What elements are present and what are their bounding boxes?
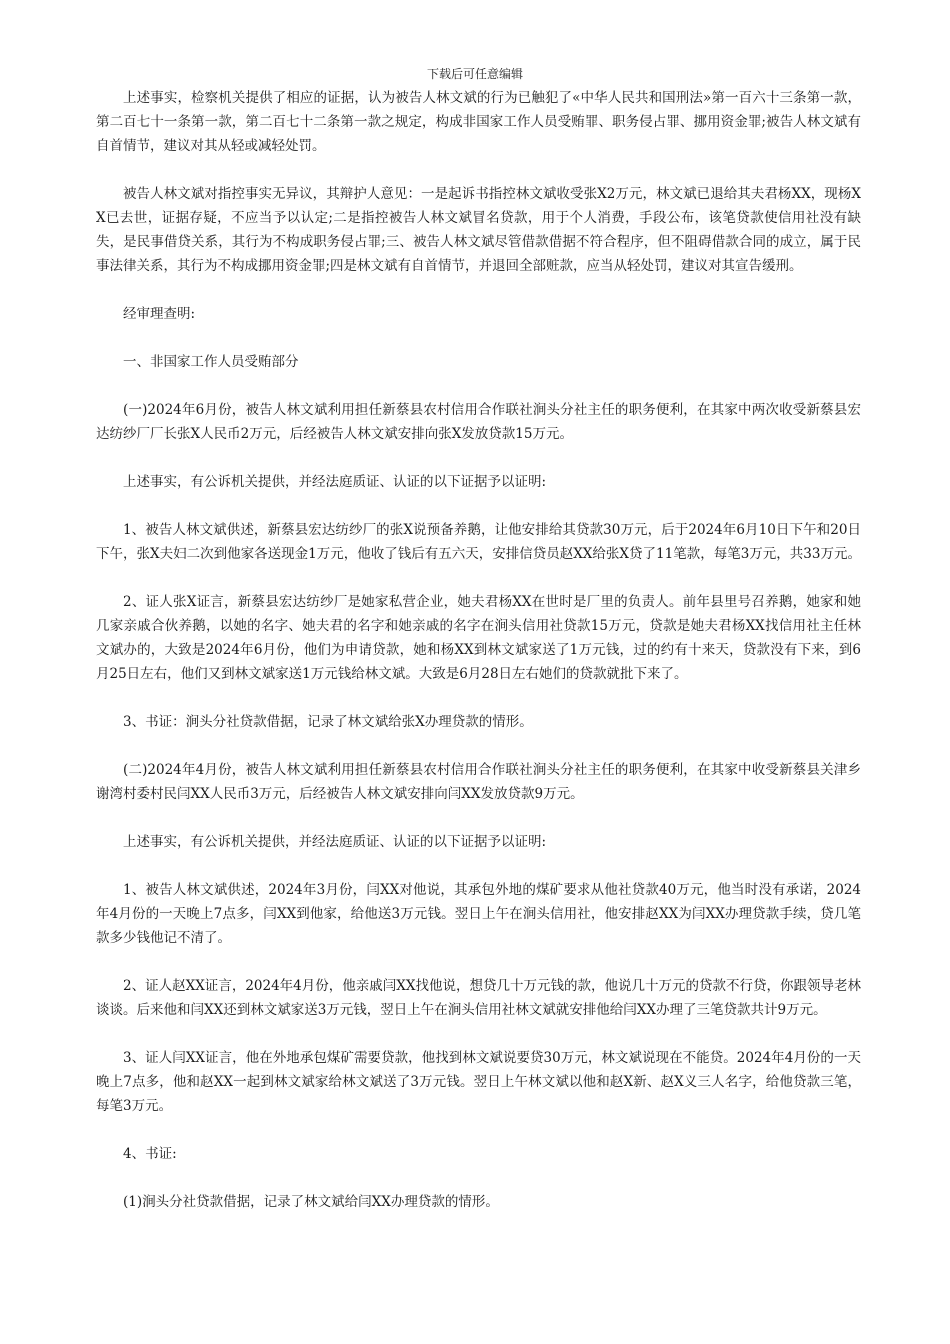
- paragraph-evidence-1-2: 2、证人张X证言，新蔡县宏达纺纱厂是她家私营企业，她夫君杨XX在世时是厂里的负责人。前年县里号召养鹅，她家和她几家亲戚合伙养鹅，以她的名字、她夫君的名字和她亲戚的名字在涧头信用社贷款15万元，贷款是她夫君杨XX找信用社主任林文斌办的，大致是2024年6月份，他们为申请贷款，她和杨XX到林文斌家送了1万元钱，过的约有十来天，贷款没有下来，到6月25日左右，他们又到林文斌家送1万元钱给林文斌。大致是6月28日左右她们的贷款就批下来了。: [96, 594, 861, 682]
- paragraph-evidence-2-1: 1、被告人林文斌供述，2024年3月份，闫XX对他说，其承包外地的煤矿要求从他社贷款40万元，他当时没有承诺，2024年4月份的一天晚上7点多，闫XX到他家，给他送3万元钱。翌日上午在涧头信用社，他安排赵XX为闫XX办理贷款手续，贷几笔款多少钱他记不清了。: [96, 882, 861, 946]
- paragraph-defense-opinion: 被告人林文斌对指控事实无异议，其辩护人意见：一是起诉书指控林文斌收受张X2万元，林文斌已退给其夫君杨XX，现杨XX已去世，证据存疑，不应当予以认定;二是指控被告人林文斌冒名贷款，用于个人消费，手段公布，该笔贷款使信用社没有缺失，是民事借贷关系，其行为不构成职务侵占罪;三、被告人林文斌尽管借款借据不符合程序，但不阻碍借款合同的成立，属于民事法律关系，其行为不构成挪用资金罪;四是林文斌有自首情节，并退回全部赃款，应当从轻处罚，建议对其宣告缓刑。: [96, 186, 861, 274]
- paragraph-prosecution-evidence: 上述事实，检察机关提供了相应的证据，认为被告人林文斌的行为已触犯了«中华人民共和国刑法»第一百六十三条第一款，第二百七十一条第一款，第二百七十二条第一款之规定，构成非国家工作人员受贿罪、职务侵占罪、挪用资金罪;被告人林文斌有自首情节，建议对其从轻或减轻处罚。: [96, 90, 861, 154]
- paragraph-fact-2: (二)2024年4月份，被告人林文斌利用担任新蔡县农村信用合作联社涧头分社主任的职务便利，在其家中收受新蔡县关津乡谢湾村委村民闫XX人民币3万元，后经被告人林文斌安排向闫XX发放贷款9万元。: [96, 762, 861, 802]
- paragraph-evidence-2-2: 2、证人赵XX证言，2024年4月份，他亲戚闫XX找他说，想贷几十万元钱的款，他说几十万元的贷款不行贷，你跟领导老林谈谈。后来他和闫XX还到林文斌家送3万元钱，翌日上午在涧头信用社林文斌就安排他给闫XX办理了三笔贷款共计9万元。: [96, 978, 861, 1018]
- paragraph-trial-findings: 经审理查明:: [123, 306, 196, 322]
- paragraph-evidence-intro-1: 上述事实，有公诉机关提供，并经法庭质证、认证的以下证据予以证明:: [123, 474, 547, 490]
- paragraph-evidence-2-4: 4、书证:: [123, 1146, 177, 1162]
- paragraph-evidence-1-3: 3、书证：涧头分社贷款借据，记录了林文斌给张X办理贷款的情形。: [123, 714, 533, 730]
- page-header: 下载后可任意编辑: [426, 67, 523, 81]
- document-body: [96, 86, 861, 1238]
- paragraph-evidence-2-3: 3、证人闫XX证言，他在外地承包煤矿需要贷款，他找到林文斌说要贷30万元，林文斌说现在不能贷。2024年4月份的一天晚上7点多，他和赵XX一起到林文斌家给林文斌送了3万元钱。翌日上午林文斌以他和赵X新、赵X义三人名字，给他贷款三笔，每笔3万元。: [96, 1050, 861, 1114]
- section-heading-bribery: 一、非国家工作人员受贿部分: [123, 354, 299, 370]
- paragraph-fact-1: (一)2024年6月份，被告人林文斌利用担任新蔡县农村信用合作联社涧头分社主任的职务便利，在其家中两次收受新蔡县宏达纺纱厂厂长张X人民币2万元，后经被告人林文斌安排向张X发放贷款15万元。: [96, 402, 861, 442]
- paragraph-evidence-intro-2: 上述事实，有公诉机关提供，并经法庭质证、认证的以下证据予以证明:: [123, 834, 547, 850]
- paragraph-evidence-1-1: 1、被告人林文斌供述，新蔡县宏达纺纱厂的张X说预备养鹅，让他安排给其贷款30万元，后于2024年6月10日下午和20日下午，张X夫妇二次到他家各送现金1万元，他收了钱后有五六天，安排信贷员赵XX给张X贷了11笔款，每笔3万元，共33万元。: [96, 522, 861, 562]
- paragraph-evidence-2-4-1: (1)涧头分社贷款借据，记录了林文斌给闫XX办理贷款的情形。: [123, 1194, 499, 1210]
